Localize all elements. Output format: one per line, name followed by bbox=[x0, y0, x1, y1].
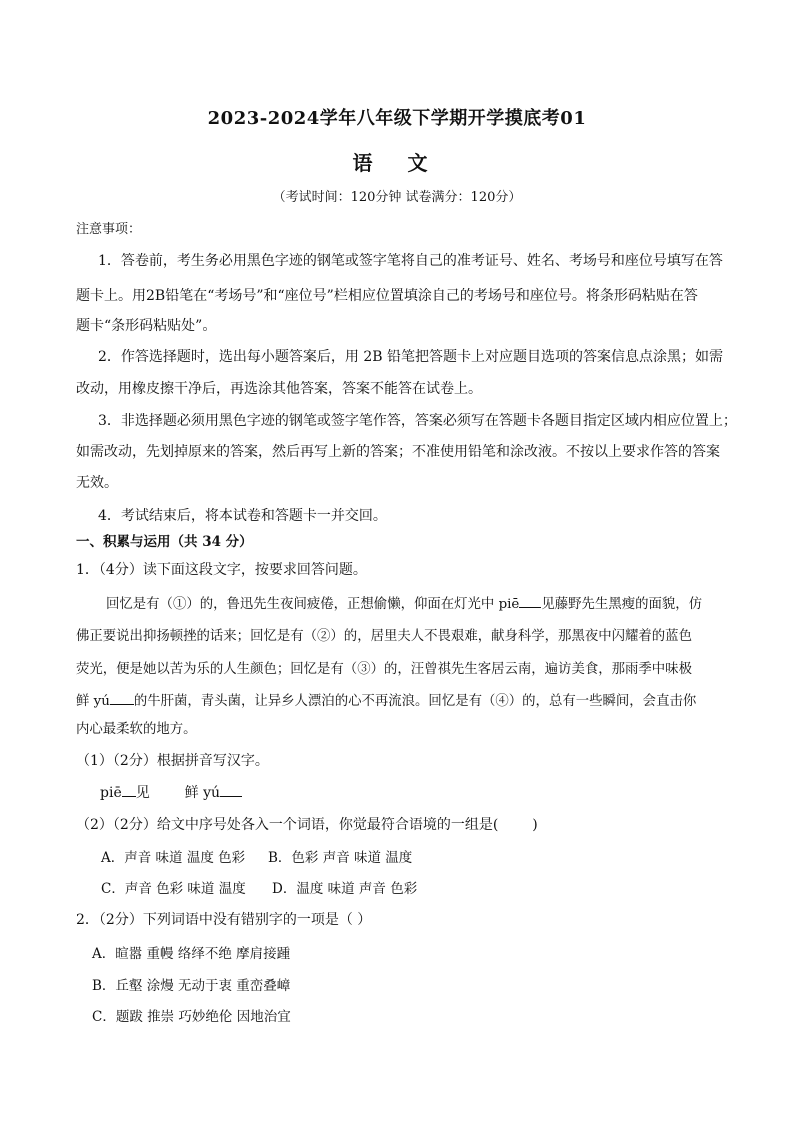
note-1-line-3: 题卡“条形码粘贴处”。 bbox=[76, 318, 217, 334]
passage-line-4 bbox=[76, 690, 726, 709]
q1-option-c: C．声音 色彩 味道 温度 bbox=[101, 881, 246, 897]
passage-line-1-a: 回忆是有（①）的，鲁迅先生夜间疲倦，正想偷懒，仰面在灯光中 piē bbox=[106, 597, 520, 612]
question-1-sub-1-items bbox=[100, 782, 400, 802]
note-4-line-1: 4．考试结束后，将本试卷和答题卡一并交回。 bbox=[98, 508, 387, 524]
q1-option-a: A．声音 味道 温度 色彩 bbox=[101, 850, 246, 866]
note-2-line-2: 改动，用橡皮擦干净后，再选涂其他答案，答案不能答在试卷上。 bbox=[76, 381, 482, 397]
note-3-line-2: 如需改动，先划掉原来的答案，然后再写上新的答案；不准使用铅笔和涂改液。不按以上要求作答的答案 bbox=[76, 444, 720, 460]
passage-line-5: 内心最柔软的地方。 bbox=[76, 722, 197, 737]
exam-info: （考试时间：120分钟 试卷满分：120分） bbox=[272, 190, 522, 205]
question-2-stem: 2．（2分）下列词语中没有错别字的一项是（ ） bbox=[76, 912, 372, 928]
question-1-sub-2-end: ) bbox=[532, 817, 538, 833]
question-1-sub-1: （1）（2分）根据拼音写汉字。 bbox=[76, 753, 269, 769]
pinyin-pie-end: 见 bbox=[135, 785, 150, 801]
subject-title: 语 文 bbox=[352, 151, 442, 175]
question-1-stem: 1．（4分）读下面这段文字，按要求回答问题。 bbox=[76, 562, 367, 578]
passage-line-4-a: 鲜 yú bbox=[76, 694, 110, 709]
passage-line-3: 荧光，便是她以苦为乐的人生颜色；回忆是有（③）的，汪曾祺先生客居云南，遍访美食，那雨季中味极 bbox=[76, 662, 692, 677]
q1-option-b: B．色彩 声音 味道 温度 bbox=[268, 850, 413, 866]
passage-line-4-b: 的牛肝菌，青头菌，让异乡人漂泊的心不再流浪。回忆是有（④）的，总有一些瞬间，会直击你 bbox=[133, 694, 697, 709]
q2-option-a: A．暄嚣 重幔 络绎不绝 摩肩接踵 bbox=[92, 946, 291, 962]
note-3-line-3: 无效。 bbox=[76, 475, 118, 491]
pinyin-yu: 鲜 yú bbox=[184, 785, 221, 801]
pinyin-pie: piē bbox=[100, 785, 122, 801]
note-1-line-1: 1．答卷前，考生务必用黑色字迹的钢笔或签字笔将自己的准考证号、姓名、考场号和座位号填写在答 bbox=[98, 253, 723, 269]
q2-option-b: B．丘壑 涂熳 无动于衷 重峦叠嶂 bbox=[92, 978, 291, 994]
passage-line-1-b: 见藤野先生黑瘦的面貌，仿 bbox=[541, 597, 703, 612]
passage-line-2: 佛正要说出抑扬顿挫的话来；回忆是有（②）的，居里夫人不畏艰难，献身科学，那黑夜中闪耀着的蓝色 bbox=[76, 629, 692, 644]
note-3-line-1: 3．非选择题必须用黑色字迹的钢笔或签字笔作答，答案必须写在答题卡各题目指定区域内相应位置上； bbox=[98, 413, 737, 429]
blank-yu bbox=[110, 692, 134, 705]
note-2-line-1: 2．作答选择题时，选出每小题答案后，用 2B 铅笔把答题卡上对应题目选项的答案信息点涂黑；如需 bbox=[98, 349, 724, 365]
answer-blank-yu[interactable] bbox=[220, 784, 242, 797]
answer-blank-pie[interactable] bbox=[122, 784, 136, 797]
exam-title: 2023-2024学年八年级下学期开学摸底考01 bbox=[207, 108, 587, 129]
section-1-title: 一、积累与运用（共 34 分） bbox=[76, 534, 253, 550]
note-1-line-2: 题卡上。用2B铅笔在“考场号”和“座位号”栏相应位置填涂自己的考场号和座位号。将条形码粘贴在答 bbox=[76, 288, 698, 304]
question-1-sub-2-text: （2）（2分）给文中序号处各入一个词语，你觉最符合语境的一组是( bbox=[76, 817, 499, 833]
q2-option-c: C．题跋 推崇 巧妙绝伦 因地治宜 bbox=[92, 1009, 291, 1025]
question-1-sub-2 bbox=[76, 814, 726, 834]
q1-option-d: D．温度 味道 声音 色彩 bbox=[272, 881, 418, 897]
blank-pie bbox=[519, 595, 541, 608]
passage-line-1 bbox=[106, 593, 726, 612]
notes-heading: 注意事项： bbox=[76, 222, 142, 237]
